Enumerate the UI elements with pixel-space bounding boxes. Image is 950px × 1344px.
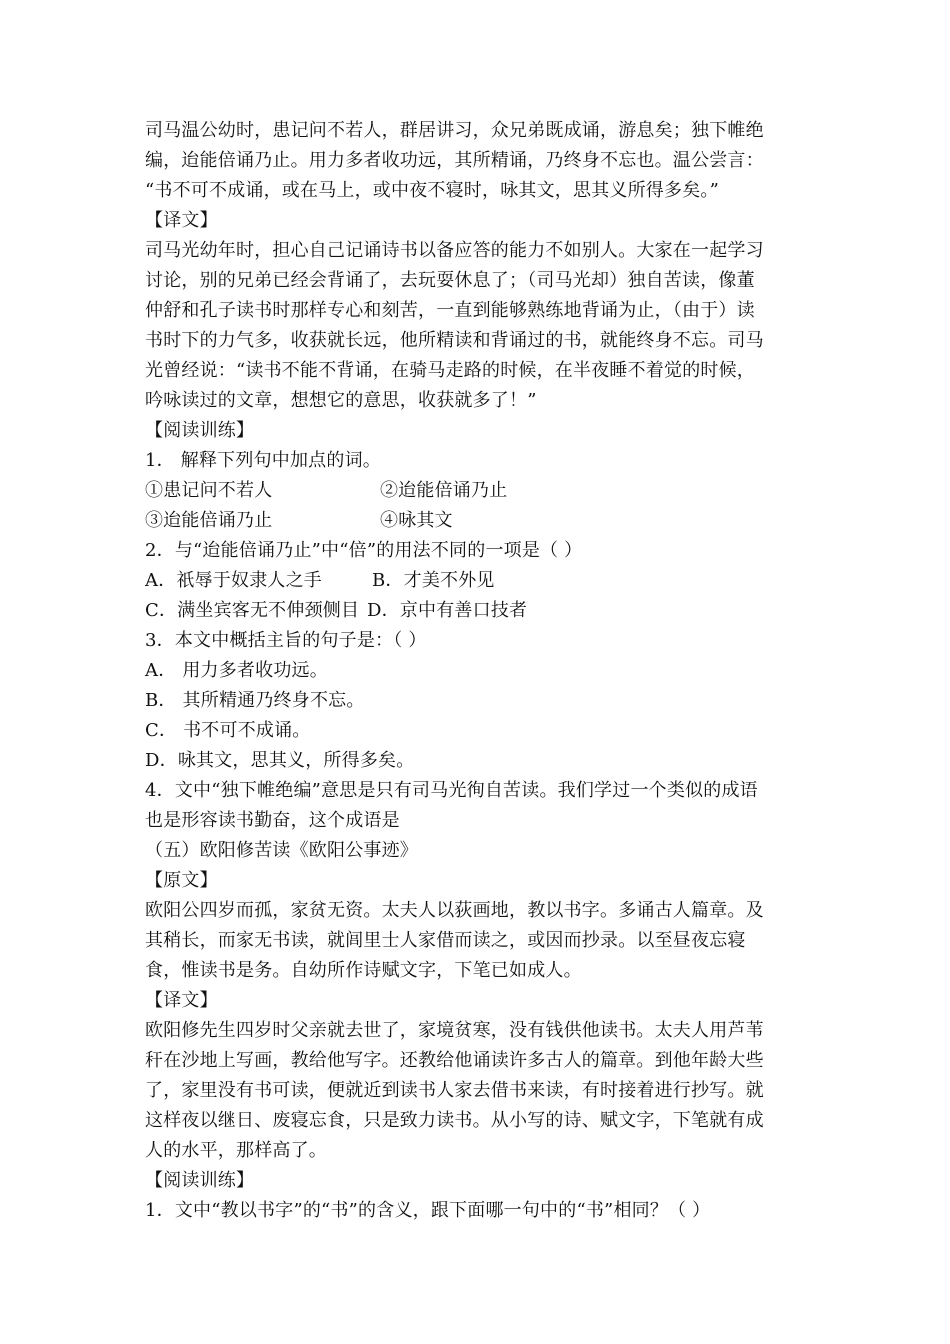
passage4-question-2-options-row-2 xyxy=(145,596,810,626)
passage5-original-line-1: 欧阳公四岁而孤，家贫无资。太夫人以荻画地，教以书字。多诵古人篇章。及 xyxy=(145,900,764,921)
passage5-translation-line-3: 了，家里没有书可读，便就近到读书人家去借书来读，有时接着进行抄写。就 xyxy=(145,1080,764,1101)
passage4-translation-heading: 【译文】 xyxy=(145,210,218,231)
q2-option-b: B．才美不外见 xyxy=(372,570,495,591)
q1-item-4: ④咏其文 xyxy=(380,510,453,531)
q2-option-a: A．祇辱于奴隶人之手 xyxy=(145,570,322,591)
passage5-title: （五）欧阳修苦读《欧阳公事迹》 xyxy=(145,840,418,861)
q2-option-c: C．满坐宾客无不伸颈侧目 xyxy=(145,600,360,621)
passage4-question-3: 3．本文中概括主旨的句子是：（ ） xyxy=(145,630,427,651)
passage5-original-line-3: 食，惟读书是务。自幼所作诗赋文字，下笔已如成人。 xyxy=(145,960,582,981)
passage4-translation-line-1: 司马光幼年时，担心自己记诵诗书以备应答的能力不如别人。大家在一起学习 xyxy=(145,240,764,261)
q2-option-d: D．京中有善口技者 xyxy=(367,600,528,621)
passage4-original-line-2: 编，迨能倍诵乃止。用力多者收功远，其所精诵，乃终身不忘也。温公尝言： xyxy=(145,150,764,171)
passage4-original-line-1: 司马温公幼时，患记问不若人，群居讲习，众兄弟既成诵，游息矣；独下帷绝 xyxy=(145,120,764,141)
passage5-translation-line-1: 欧阳修先生四岁时父亲就去世了，家境贫寒，没有钱供他读书。太夫人用芦苇 xyxy=(145,1020,764,1041)
q3-option-c: C． 书不可不成诵。 xyxy=(145,720,311,741)
passage4-question-2-options-row-1 xyxy=(145,566,810,596)
passage5-translation-line-5: 人的水平，那样高了。 xyxy=(145,1140,327,1161)
passage4-translation-line-6: 吟咏读过的文章，想想它的意思，收获就多了！” xyxy=(145,390,537,411)
passage4-original-line-3: “书不可不成诵，或在马上，或中夜不寝时，咏其文，思其义所得多矣。” xyxy=(145,180,720,201)
q3-option-d: D．咏其文，思其义，所得多矣。 xyxy=(145,750,415,771)
passage4-question-2: 2．与“迨能倍诵乃止”中“倍”的用法不同的一项是（ ） xyxy=(145,540,583,561)
passage5-translation-line-2: 秆在沙地上写画，教给他写字。还教给他诵读许多古人的篇章。到他年龄大些 xyxy=(145,1050,764,1071)
q3-option-a: A． 用力多者收功远。 xyxy=(145,660,328,681)
passage4-question-1-items-row-1 xyxy=(145,476,810,506)
passage4-question-1: 1． 解释下列句中加点的词。 xyxy=(145,450,381,471)
q3-option-b: B． 其所精通乃终身不忘。 xyxy=(145,690,365,711)
passage4-translation-line-3: 仲舒和孔子读书时那样专心和刻苦，一直到能够熟练地背诵为止，（由于）读 xyxy=(145,300,755,321)
passage4-translation-line-2: 讨论，别的兄弟已经会背诵了，去玩耍休息了；（司马光却）独自苦读，像董 xyxy=(145,270,755,291)
q1-item-2: ②迨能倍诵乃止 xyxy=(380,480,508,501)
q1-item-3: ③迨能倍诵乃止 xyxy=(145,510,273,531)
passage4-question-4-line-2: 也是形容读书勤奋，这个成语是 xyxy=(145,810,400,831)
passage4-question-1-items-row-2 xyxy=(145,506,810,536)
document-page xyxy=(145,116,810,1226)
passage4-translation-line-4: 书时下的力气多，收获就长远，他所精读和背诵过的书，就能终身不忘。司马 xyxy=(145,330,764,351)
passage5-question-1: 1．文中“教以书字”的“书”的含义，跟下面哪一句中的“书”相同？（ ） xyxy=(145,1200,711,1221)
passage5-exercise-heading: 【阅读训练】 xyxy=(145,1170,255,1191)
passage5-translation-heading: 【译文】 xyxy=(145,990,218,1011)
passage4-translation-line-5: 光曾经说：“读书不能不背诵，在骑马走路的时候，在半夜睡不着觉的时候， xyxy=(145,360,755,381)
q1-item-1: ①患记问不若人 xyxy=(145,480,273,501)
passage5-translation-line-4: 这样夜以继日、废寝忘食，只是致力读书。从小写的诗、赋文字，下笔就有成 xyxy=(145,1110,764,1131)
passage5-original-heading: 【原文】 xyxy=(145,870,218,891)
passage4-exercise-heading: 【阅读训练】 xyxy=(145,420,255,441)
passage5-original-line-2: 其稍长，而家无书读，就闾里士人家借而读之，或因而抄录。以至昼夜忘寝 xyxy=(145,930,746,951)
passage4-question-4-line-1: 4．文中“独下帷绝编”意思是只有司马光徇自苦读。我们学过一个类似的成语 xyxy=(145,780,758,801)
